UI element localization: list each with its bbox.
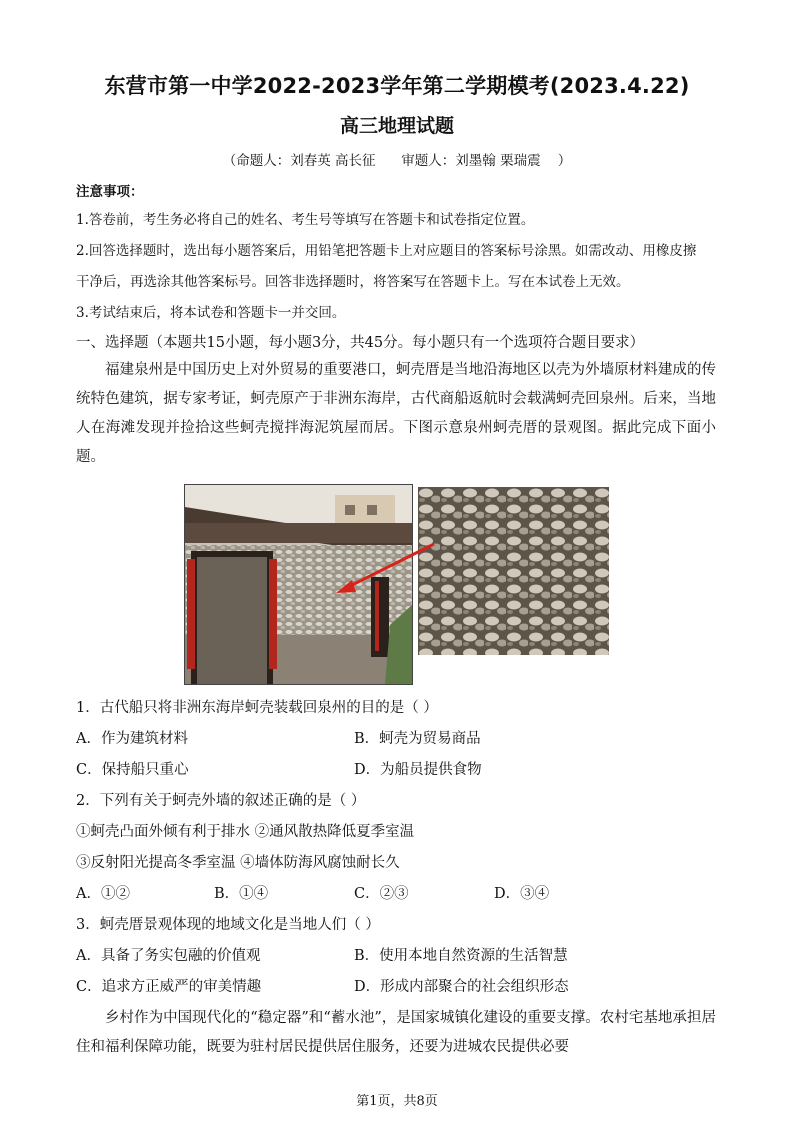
pointer-arrow (330, 540, 440, 600)
question-2-option-a: A．①② (76, 886, 130, 902)
passage-2-text: 乡村作为中国现代化的“稳定器”和“蓄水池”，是国家城镇化建设的重要支撑。农村宅基地承担居住和福利保障功能，既要为驻村居民提供居住服务，还要为进城农民提供必要 (76, 1010, 716, 1055)
question-1-option-b: B．蚵壳为贸易商品 (354, 731, 481, 747)
section-heading: 一、选择题（本题共15小题，每小题3分，共45分。每小题只有一个选项符合题目要求） (76, 335, 645, 351)
passage-2 (76, 1004, 716, 1062)
authors-line: （命题人：刘春英 高长征 审题人：刘墨翰 栗瑞震 ） (222, 153, 572, 169)
notice-item-1: 1.答卷前，考生务必将自己的姓名、考生号等填写在答题卡和试卷指定位置。 (76, 212, 535, 228)
question-2-statements-2: ③反射阳光提高冬季室温 ④墙体防海风腐蚀耐长久 (76, 855, 400, 871)
shell-closeup-photo (418, 487, 609, 655)
page-title: 东营市第一中学2022-2023学年第二学期模考(2023.4.22) (104, 74, 690, 98)
question-3-option-a: A．具备了务实包融的价值观 (76, 948, 261, 964)
page-number: 第1页，共8页 (356, 1094, 438, 1109)
question-2-statements-1: ①蚵壳凸面外倾有利于排水 ②通风散热降低夏季室温 (76, 824, 415, 840)
question-3-option-d: D．形成内部聚合的社会组织形态 (354, 979, 569, 995)
question-2-option-c: C．②③ (354, 886, 409, 902)
notice-item-2: 2.回答选择题时，选出每小题答案后，用铅笔把答题卡上对应题目的答案标号涂黑。如需改动、用橡皮擦 (76, 243, 697, 259)
question-3-option-c: C．追求方正威严的审美情趣 (76, 979, 262, 995)
notice-item-2-cont: 干净后，再选涂其他答案标号。回答非选择题时，将答案写在答题卡上。写在本试卷上无效。 (76, 274, 630, 290)
notice-heading: 注意事项： (76, 184, 144, 200)
question-1-stem: 1．古代船只将非洲东海岸蚵壳装载回泉州的目的是（ ） (76, 700, 438, 716)
question-2-option-b: B．①④ (214, 886, 269, 902)
question-2-stem: 2．下列有关于蚵壳外墙的叙述正确的是（ ） (76, 793, 366, 809)
question-1-option-a: A．作为建筑材料 (76, 731, 188, 747)
page-subtitle: 高三地理试题 (339, 115, 454, 137)
shell-closeup-image (418, 487, 609, 655)
question-2-option-d: D．③④ (494, 886, 550, 902)
passage-1-text: 福建泉州是中国历史上对外贸易的重要港口，蚵壳厝是当地沿海地区以壳为外墙原材料建成的传统特色建筑，据专家考证，蚵壳原产于非洲东海岸，古代商船返航时会载满蚵壳回泉州。后来，当地人在海滩发现并捡拾这些蚵壳搅拌海泥筑屋而居。下图示意泉州蚵壳厝的景观图。据此完成下面小题。 (76, 362, 716, 465)
question-3-stem: 3．蚵壳厝景观体现的地域文化是当地人们（ ） (76, 917, 380, 933)
question-3-option-b: B．使用本地自然资源的生活智慧 (354, 948, 568, 964)
question-1-option-d: D．为船员提供食物 (354, 762, 482, 778)
passage-1 (76, 356, 716, 472)
question-1-option-c: C．保持船只重心 (76, 762, 189, 778)
notice-item-3: 3.考试结束后，将本试卷和答题卡一并交回。 (76, 305, 346, 321)
